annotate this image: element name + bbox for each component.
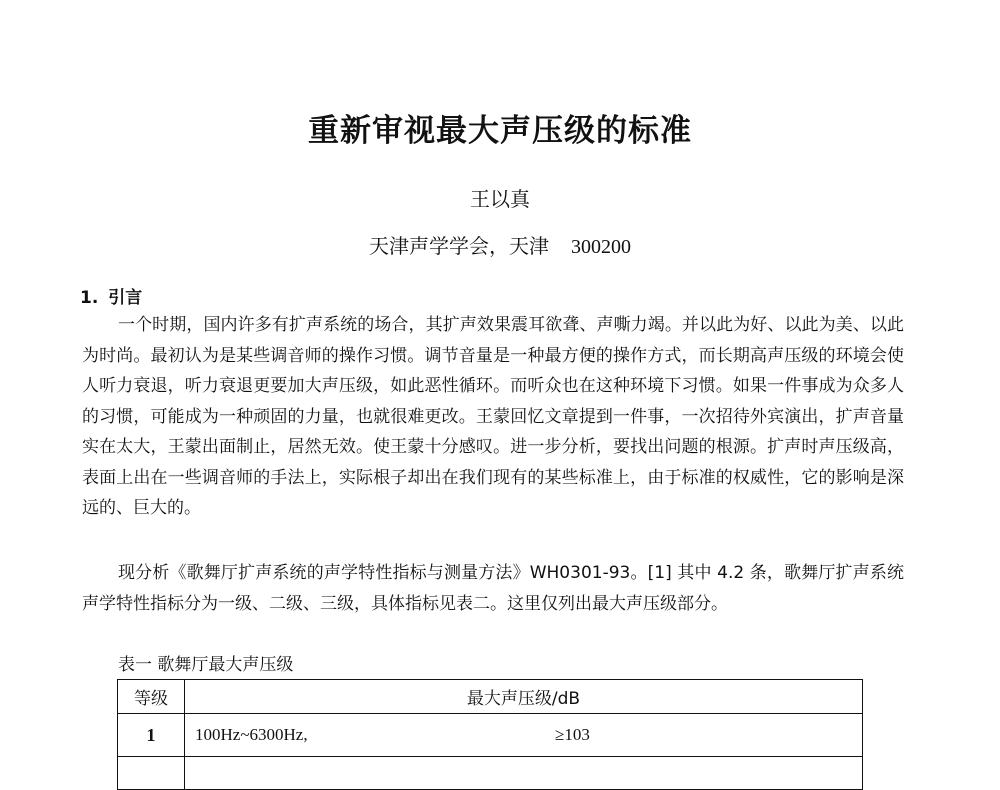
cell-frequency-range: 100Hz~6300Hz, [195, 725, 308, 744]
cell-spl [185, 714, 863, 757]
table-row [118, 757, 863, 790]
author-name: 王以真 [470, 187, 530, 211]
affiliation-zip: 300200 [571, 236, 631, 258]
paragraph-intro: 一个时期，国内许多有扩声系统的场合，其扩声效果震耳欲聋、声嘶力竭。并以此为好、以此为美、以此为时尚。最初认为是某些调音师的操作习惯。调节音量是一种最方便的操作方式，而长期高声压级的环境会使人听力衰退，听力衰退更要加大声压级，如此恶性循环。而听众也在这种环境下习惯。如果一件事成为众多人的习惯，可能成为一种顽固的力量，也就很难更改。王蒙回忆文章提到一件事，一次招待外宾演出，扩声音量实在太大，王蒙出面制止，居然无效。使王蒙十分感叹。进一步分析，要找出问题的根源。扩声时声压级高，表面上出在一些调音师的手法上，实际根子却出在我们现有的某些标准上，由于标准的权威性，它的影响是深远的、巨大的。 [82, 315, 904, 518]
table-row [118, 714, 863, 757]
paper-title: 重新审视最大声压级的标准 [308, 113, 692, 149]
spl-table [117, 679, 863, 790]
section-heading [80, 283, 142, 308]
section-number: 1. [80, 288, 99, 308]
cell-grade-empty [118, 757, 185, 790]
cell-spl-empty [185, 757, 863, 790]
header-grade: 等级 [118, 680, 185, 714]
affiliation [0, 230, 1000, 259]
section-title: 引言 [108, 288, 143, 308]
cell-spl-value: ≥103 [555, 725, 590, 744]
paragraph-analysis: 现分析《歌舞厅扩声系统的声学特性指标与测量方法》WH0301-93。[1] 其中 4.2 条，歌舞厅扩声系统声学特性指标分为一级、二级、三级，具体指标见表二。这里仅列出最大声压级部分。 [82, 563, 904, 614]
header-max-spl: 最大声压级/dB [185, 680, 863, 714]
cell-grade: 1 [118, 714, 185, 757]
affiliation-org: 天津声学学会，天津 [369, 234, 549, 258]
table-caption: 表一 歌舞厅最大声压级 [118, 655, 294, 675]
table-header-row [118, 680, 863, 714]
